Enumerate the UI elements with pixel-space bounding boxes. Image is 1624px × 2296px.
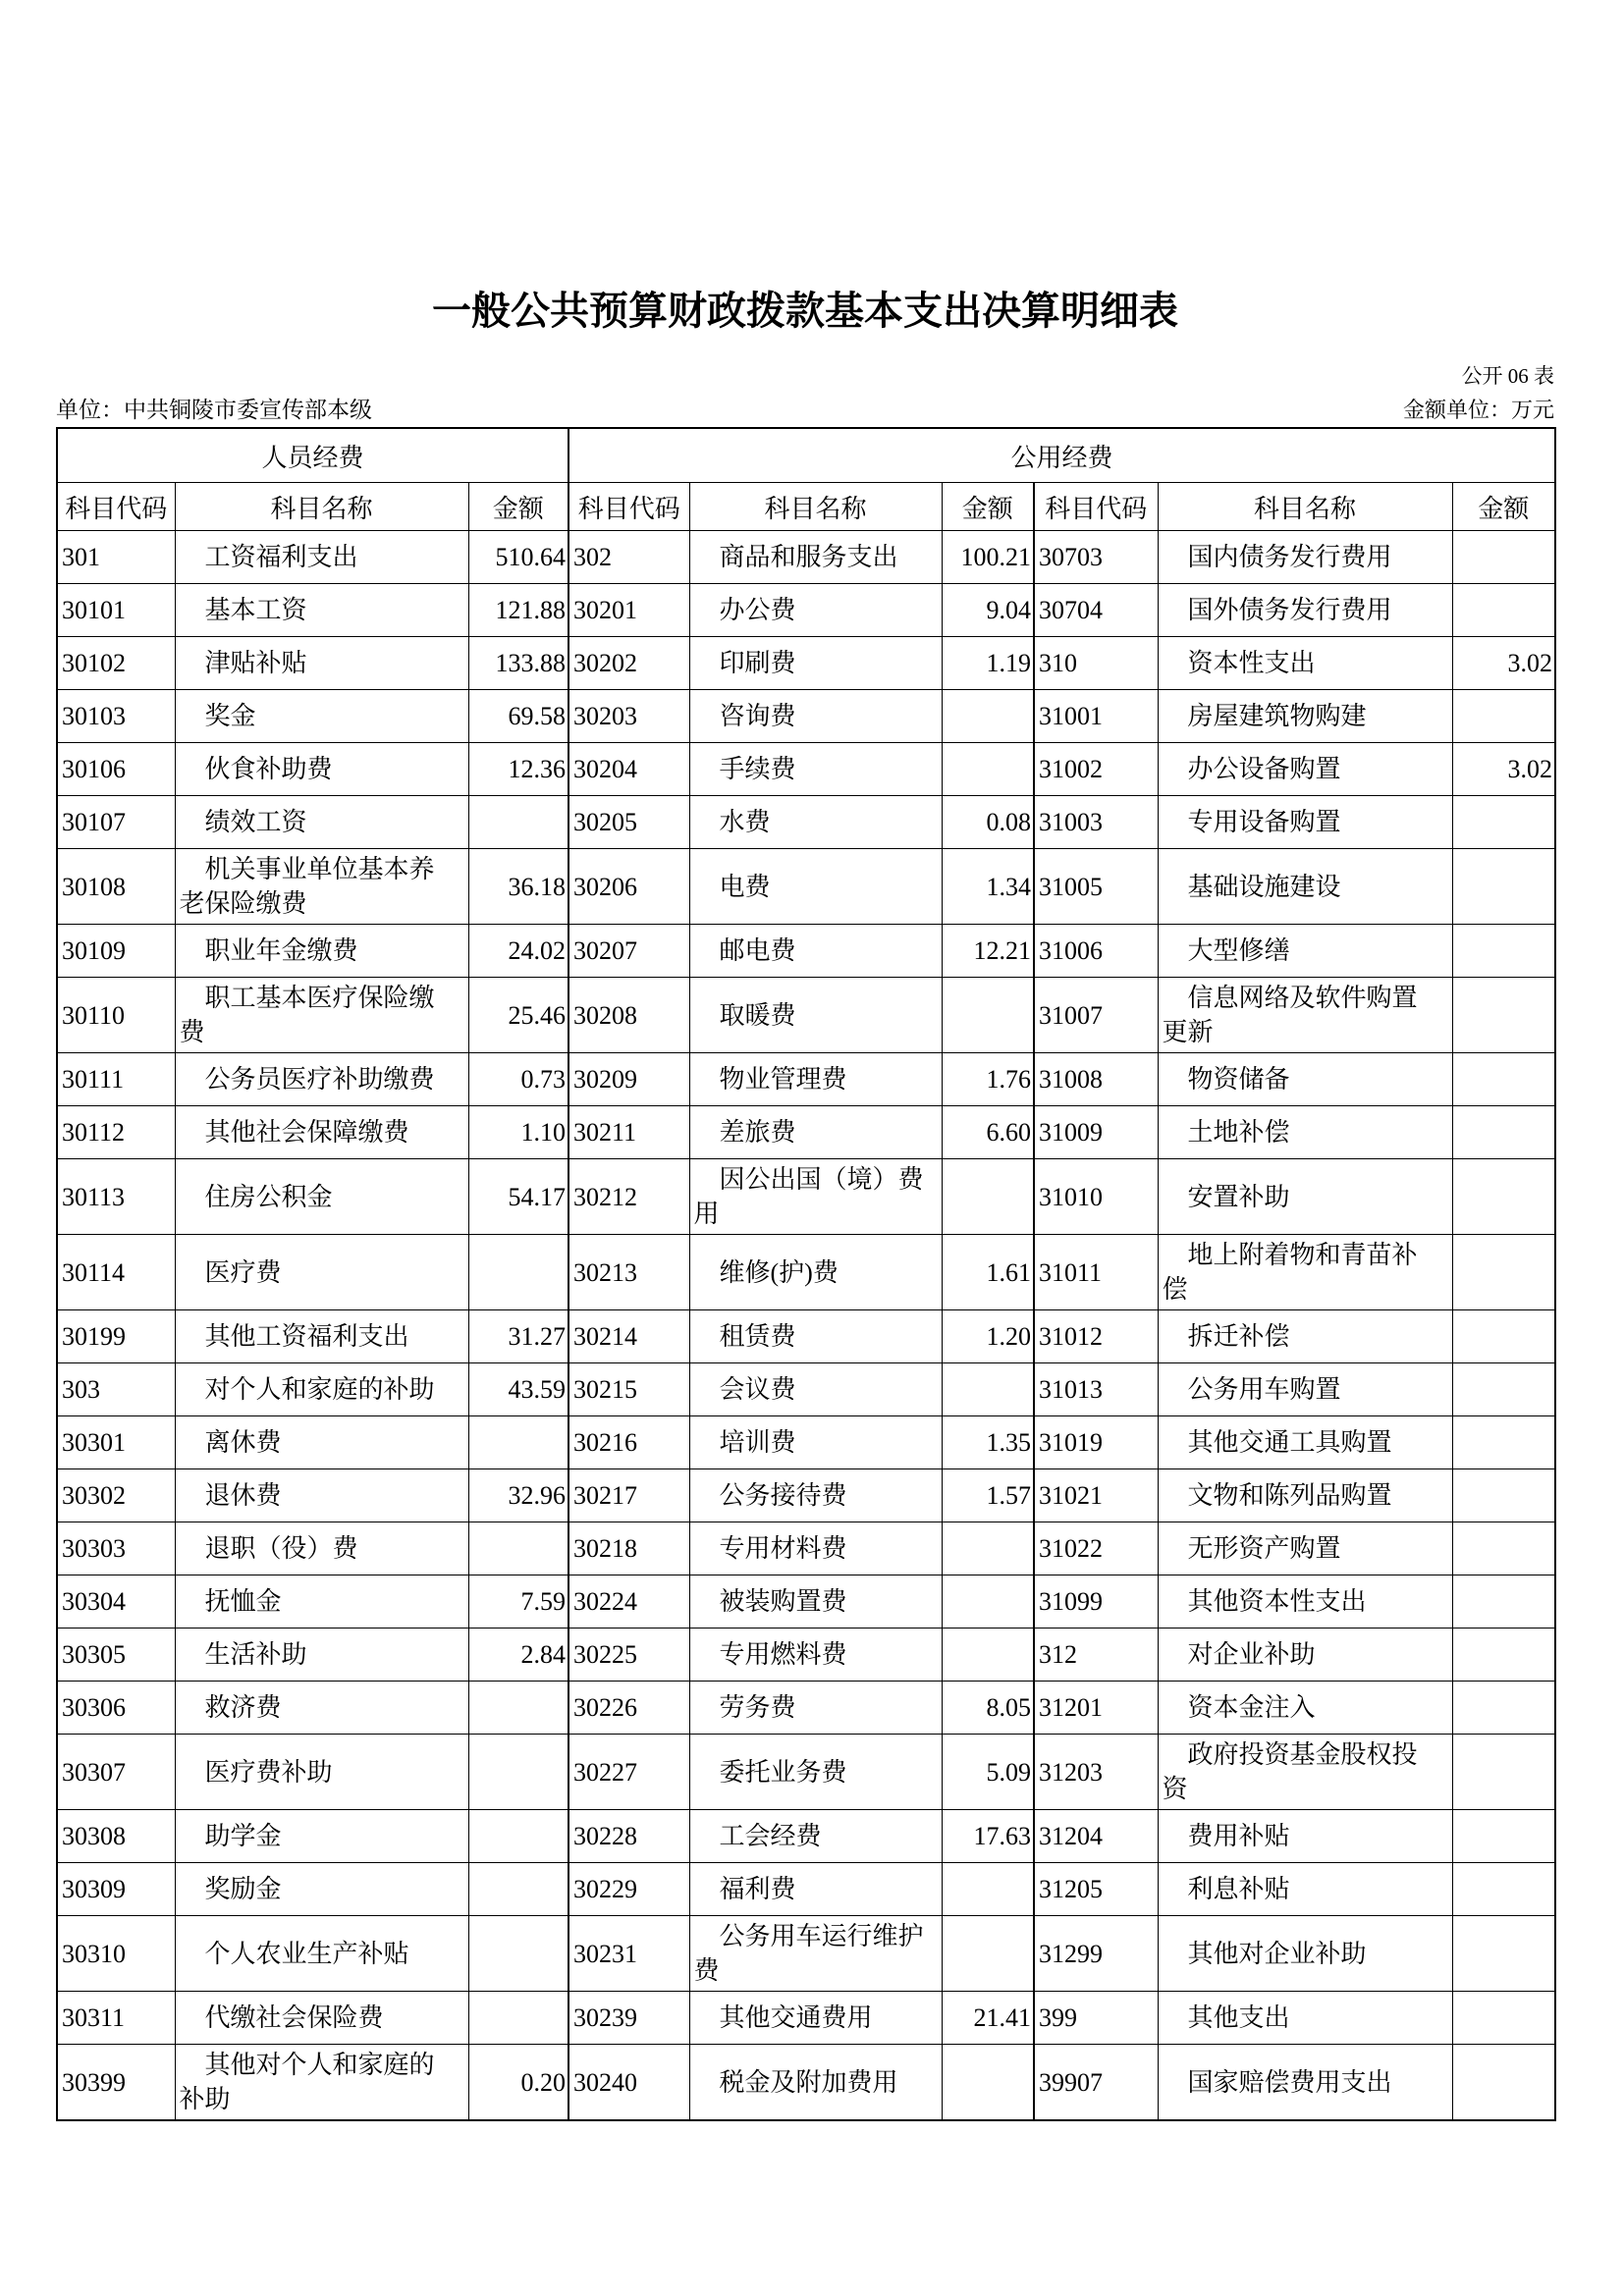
cell-amount: 2.84 [468,1629,568,1682]
cell-amount [1452,2045,1555,2121]
cell-code: 31013 [1034,1363,1158,1416]
cell-name: 税金及附加费用 [689,2045,942,2121]
page-title: 一般公共预算财政拨款基本支出决算明细表 [432,290,1178,333]
cell-code: 30216 [568,1416,689,1469]
cell-amount: 3.02 [1452,637,1555,690]
cell-amount [942,1916,1034,1992]
cell-amount [1452,1916,1555,1992]
cell-name: 公务用车运行维护费 [689,1916,942,1992]
cell-name: 生活补助 [175,1629,468,1682]
cell-name: 拆迁补偿 [1158,1310,1452,1363]
cell-name: 会议费 [689,1363,942,1416]
cell-amount: 0.08 [942,796,1034,849]
cell-code: 30703 [1034,531,1158,584]
cell-amount [942,1629,1034,1682]
cell-amount [468,1235,568,1310]
cell-name: 房屋建筑物购建 [1158,690,1452,743]
cell-amount [1452,1629,1555,1682]
table-row [57,1522,1555,1575]
cell-code: 31001 [1034,690,1158,743]
cell-code: 30218 [568,1522,689,1575]
cell-code: 30107 [57,796,175,849]
cell-name: 其他对企业补助 [1158,1916,1452,1992]
table-row [57,1159,1555,1235]
cell-name: 邮电费 [689,925,942,978]
cell-amount [468,1735,568,1810]
cell-amount: 0.73 [468,1053,568,1106]
cell-amount [942,1575,1034,1629]
cell-code: 30214 [568,1310,689,1363]
cell-code: 30225 [568,1629,689,1682]
table-row [57,1629,1555,1682]
cell-code: 30704 [1034,584,1158,637]
cell-amount: 54.17 [468,1159,568,1235]
cell-name: 国家赔偿费用支出 [1158,2045,1452,2121]
cell-code: 302 [568,531,689,584]
meta-row [56,396,1554,425]
cell-amount [468,1682,568,1735]
cell-name: 国外债务发行费用 [1158,584,1452,637]
table-row [57,1916,1555,1992]
cell-name: 大型修缮 [1158,925,1452,978]
cell-code: 31007 [1034,978,1158,1053]
cell-amount: 7.59 [468,1575,568,1629]
cell-amount: 69.58 [468,690,568,743]
cell-name: 其他支出 [1158,1992,1452,2045]
cell-amount [1452,1522,1555,1575]
cell-amount [1452,849,1555,925]
cell-code: 30111 [57,1053,175,1106]
cell-name: 资本性支出 [1158,637,1452,690]
cell-amount: 36.18 [468,849,568,925]
cell-name: 专用材料费 [689,1522,942,1575]
table-row [57,531,1555,584]
cell-amount [1452,531,1555,584]
cell-name: 政府投资基金股权投资 [1158,1735,1452,1810]
cell-amount [1452,1810,1555,1863]
cell-code: 39907 [1034,2045,1158,2121]
cell-name: 公务接待费 [689,1469,942,1522]
cell-amount: 9.04 [942,584,1034,637]
cell-code: 303 [57,1363,175,1416]
cell-code: 30227 [568,1735,689,1810]
cell-code: 31205 [1034,1863,1158,1916]
cell-name: 手续费 [689,743,942,796]
cell-name: 职业年金缴费 [175,925,468,978]
cell-code: 30106 [57,743,175,796]
cell-code: 30306 [57,1682,175,1735]
cell-code: 31005 [1034,849,1158,925]
cell-name: 地上附着物和青苗补偿 [1158,1235,1452,1310]
table-row [57,2045,1555,2121]
cell-code: 31021 [1034,1469,1158,1522]
cell-name: 其他交通费用 [689,1992,942,2045]
table-row [57,925,1555,978]
cell-amount [1452,1106,1555,1159]
cell-code: 30108 [57,849,175,925]
cell-amount: 1.76 [942,1053,1034,1106]
cell-code: 31006 [1034,925,1158,978]
cell-code: 31011 [1034,1235,1158,1310]
cell-code: 30112 [57,1106,175,1159]
cell-code: 30307 [57,1735,175,1810]
cell-amount [1452,1363,1555,1416]
column-header-code: 科目代码 [57,483,175,531]
cell-code: 30229 [568,1863,689,1916]
cell-name: 机关事业单位基本养老保险缴费 [175,849,468,925]
cell-code: 31009 [1034,1106,1158,1159]
cell-name: 绩效工资 [175,796,468,849]
cell-name: 物资储备 [1158,1053,1452,1106]
unit-label: 单位：中共铜陵市委宣传部本级 [56,398,372,422]
cell-name: 因公出国（境）费用 [689,1159,942,1235]
expenditure-table [56,427,1556,2121]
cell-name: 基本工资 [175,584,468,637]
cell-code: 30208 [568,978,689,1053]
cell-code: 30203 [568,690,689,743]
cell-code: 31019 [1034,1416,1158,1469]
cell-name: 医疗费 [175,1235,468,1310]
table-row [57,849,1555,925]
cell-name: 办公设备购置 [1158,743,1452,796]
cell-name: 土地补偿 [1158,1106,1452,1159]
cell-amount: 133.88 [468,637,568,690]
cell-amount: 32.96 [468,1469,568,1522]
cell-amount [468,1416,568,1469]
cell-amount: 5.09 [942,1735,1034,1810]
cell-code: 310 [1034,637,1158,690]
cell-amount: 3.02 [1452,743,1555,796]
cell-name: 公务员医疗补助缴费 [175,1053,468,1106]
cell-name: 福利费 [689,1863,942,1916]
column-header-row [57,483,1555,531]
cell-name: 资本金注入 [1158,1682,1452,1735]
cell-name: 文物和陈列品购置 [1158,1469,1452,1522]
table-row [57,1992,1555,2045]
cell-code: 30103 [57,690,175,743]
group-header-public: 公用经费 [568,428,1555,483]
cell-amount [942,1363,1034,1416]
cell-name: 工资福利支出 [175,531,468,584]
cell-amount: 1.20 [942,1310,1034,1363]
cell-name: 差旅费 [689,1106,942,1159]
cell-name: 其他交通工具购置 [1158,1416,1452,1469]
cell-name: 代缴社会保险费 [175,1992,468,2045]
cell-name: 印刷费 [689,637,942,690]
cell-amount [1452,1992,1555,2045]
cell-code: 31203 [1034,1735,1158,1810]
cell-amount: 43.59 [468,1363,568,1416]
cell-amount: 12.36 [468,743,568,796]
cell-amount [1452,1235,1555,1310]
cell-name: 职工基本医疗保险缴费 [175,978,468,1053]
cell-name: 工会经费 [689,1810,942,1863]
cell-name: 电费 [689,849,942,925]
cell-amount [1452,1863,1555,1916]
cell-code: 30201 [568,584,689,637]
cell-amount: 1.10 [468,1106,568,1159]
cell-amount: 21.41 [942,1992,1034,2045]
cell-code: 30228 [568,1810,689,1863]
cell-amount [468,1810,568,1863]
cell-name: 个人农业生产补贴 [175,1916,468,1992]
cell-code: 399 [1034,1992,1158,2045]
table-row [57,978,1555,1053]
cell-amount: 1.19 [942,637,1034,690]
cell-name: 租赁费 [689,1310,942,1363]
cell-name: 伙食补助费 [175,743,468,796]
cell-name: 医疗费补助 [175,1735,468,1810]
cell-amount [1452,925,1555,978]
cell-amount: 6.60 [942,1106,1034,1159]
cell-amount [1452,584,1555,637]
cell-name: 其他对个人和家庭的补助 [175,2045,468,2121]
cell-code: 30305 [57,1629,175,1682]
table-row [57,1735,1555,1810]
cell-name: 专用燃料费 [689,1629,942,1682]
cell-code: 31022 [1034,1522,1158,1575]
cell-name: 离休费 [175,1416,468,1469]
column-header-amount: 金额 [468,483,568,531]
table-row [57,1053,1555,1106]
cell-amount: 121.88 [468,584,568,637]
cell-code: 30231 [568,1916,689,1992]
cell-name: 物业管理费 [689,1053,942,1106]
cell-amount: 1.61 [942,1235,1034,1310]
column-header-name: 科目名称 [175,483,468,531]
cell-code: 30304 [57,1575,175,1629]
cell-name: 咨询费 [689,690,942,743]
group-header-personnel: 人员经费 [57,428,568,483]
table-row [57,637,1555,690]
cell-name: 其他工资福利支出 [175,1310,468,1363]
cell-code: 30308 [57,1810,175,1863]
cell-name: 对企业补助 [1158,1629,1452,1682]
cell-amount [942,1863,1034,1916]
cell-amount: 17.63 [942,1810,1034,1863]
cell-name: 退休费 [175,1469,468,1522]
table-number: 公开 06 表 [1461,364,1554,388]
cell-amount: 1.57 [942,1469,1034,1522]
cell-amount [942,743,1034,796]
cell-amount: 100.21 [942,531,1034,584]
cell-name: 办公费 [689,584,942,637]
cell-amount [468,1522,568,1575]
cell-amount [1452,1310,1555,1363]
cell-code: 30209 [568,1053,689,1106]
cell-code: 312 [1034,1629,1158,1682]
cell-amount [1452,1053,1555,1106]
table-row [57,1106,1555,1159]
group-header-row [57,428,1555,483]
cell-amount [1452,1469,1555,1522]
cell-code: 301 [57,531,175,584]
cell-code: 30114 [57,1235,175,1310]
cell-code: 30207 [568,925,689,978]
cell-name: 救济费 [175,1682,468,1735]
cell-name: 其他资本性支出 [1158,1575,1452,1629]
cell-code: 30212 [568,1159,689,1235]
cell-name: 国内债务发行费用 [1158,531,1452,584]
cell-code: 30205 [568,796,689,849]
cell-name: 津贴补贴 [175,637,468,690]
cell-name: 费用补贴 [1158,1810,1452,1863]
cell-name: 利息补贴 [1158,1863,1452,1916]
table-row [57,1235,1555,1310]
table-row [57,1863,1555,1916]
table-row [57,584,1555,637]
cell-code: 31099 [1034,1575,1158,1629]
cell-amount: 12.21 [942,925,1034,978]
cell-code: 30310 [57,1916,175,1992]
cell-name: 奖励金 [175,1863,468,1916]
cell-code: 31002 [1034,743,1158,796]
cell-name: 信息网络及软件购置更新 [1158,978,1452,1053]
cell-amount [1452,1416,1555,1469]
cell-name: 维修(护)费 [689,1235,942,1310]
table-row [57,1469,1555,1522]
cell-name: 委托业务费 [689,1735,942,1810]
cell-code: 31201 [1034,1682,1158,1735]
amount-unit-label: 金额单位：万元 [1402,398,1554,422]
cell-code: 30206 [568,849,689,925]
cell-amount: 8.05 [942,1682,1034,1735]
cell-amount [1452,1735,1555,1810]
cell-name: 劳务费 [689,1682,942,1735]
cell-amount [942,978,1034,1053]
table-row [57,1310,1555,1363]
cell-code: 30239 [568,1992,689,2045]
cell-amount [1452,1682,1555,1735]
column-header-amount: 金额 [942,483,1034,531]
column-header-amount: 金额 [1452,483,1555,531]
cell-name: 助学金 [175,1810,468,1863]
cell-amount [468,1863,568,1916]
cell-code: 30110 [57,978,175,1053]
cell-name: 其他社会保障缴费 [175,1106,468,1159]
cell-code: 30102 [57,637,175,690]
cell-code: 30213 [568,1235,689,1310]
cell-code: 30303 [57,1522,175,1575]
cell-amount [468,1992,568,2045]
cell-amount [942,2045,1034,2121]
table-row [57,1810,1555,1863]
cell-code: 31204 [1034,1810,1158,1863]
table-row [57,690,1555,743]
cell-name: 水费 [689,796,942,849]
cell-code: 31003 [1034,796,1158,849]
column-header-code: 科目代码 [568,483,689,531]
cell-amount [942,1522,1034,1575]
cell-name: 对个人和家庭的补助 [175,1363,468,1416]
cell-name: 奖金 [175,690,468,743]
cell-code: 30217 [568,1469,689,1522]
cell-name: 专用设备购置 [1158,796,1452,849]
cell-code: 31012 [1034,1310,1158,1363]
table-row [57,1575,1555,1629]
cell-amount [1452,978,1555,1053]
cell-code: 30101 [57,584,175,637]
cell-amount [468,796,568,849]
cell-name: 商品和服务支出 [689,531,942,584]
cell-code: 30302 [57,1469,175,1522]
cell-name: 培训费 [689,1416,942,1469]
cell-amount: 1.34 [942,849,1034,925]
cell-code: 31008 [1034,1053,1158,1106]
cell-name: 抚恤金 [175,1575,468,1629]
cell-amount [1452,796,1555,849]
cell-code: 30199 [57,1310,175,1363]
column-header-name: 科目名称 [689,483,942,531]
cell-code: 30240 [568,2045,689,2121]
cell-name: 被装购置费 [689,1575,942,1629]
cell-code: 30309 [57,1863,175,1916]
cell-amount: 24.02 [468,925,568,978]
table-row [57,1682,1555,1735]
cell-code: 30215 [568,1363,689,1416]
cell-name: 取暖费 [689,978,942,1053]
cell-code: 30224 [568,1575,689,1629]
cell-amount [468,1916,568,1992]
cell-code: 30311 [57,1992,175,2045]
cell-amount: 0.20 [468,2045,568,2121]
cell-amount: 510.64 [468,531,568,584]
cell-code: 30301 [57,1416,175,1469]
cell-code: 30226 [568,1682,689,1735]
cell-amount: 31.27 [468,1310,568,1363]
column-header-name: 科目名称 [1158,483,1452,531]
cell-code: 30113 [57,1159,175,1235]
cell-amount: 25.46 [468,978,568,1053]
cell-amount: 1.35 [942,1416,1034,1469]
cell-name: 公务用车购置 [1158,1363,1452,1416]
cell-amount [942,690,1034,743]
cell-code: 30211 [568,1106,689,1159]
cell-amount [1452,1575,1555,1629]
cell-code: 30399 [57,2045,175,2121]
cell-amount [942,1159,1034,1235]
cell-name: 住房公积金 [175,1159,468,1235]
cell-code: 31010 [1034,1159,1158,1235]
table-row [57,796,1555,849]
cell-name: 退职（役）费 [175,1522,468,1575]
cell-name: 安置补助 [1158,1159,1452,1235]
cell-code: 30109 [57,925,175,978]
cell-code: 30204 [568,743,689,796]
cell-name: 无形资产购置 [1158,1522,1452,1575]
table-row [57,1363,1555,1416]
cell-name: 基础设施建设 [1158,849,1452,925]
table-row [57,743,1555,796]
cell-code: 31299 [1034,1916,1158,1992]
cell-amount [1452,1159,1555,1235]
column-header-code: 科目代码 [1034,483,1158,531]
cell-amount [1452,690,1555,743]
cell-code: 30202 [568,637,689,690]
table-row [57,1416,1555,1469]
